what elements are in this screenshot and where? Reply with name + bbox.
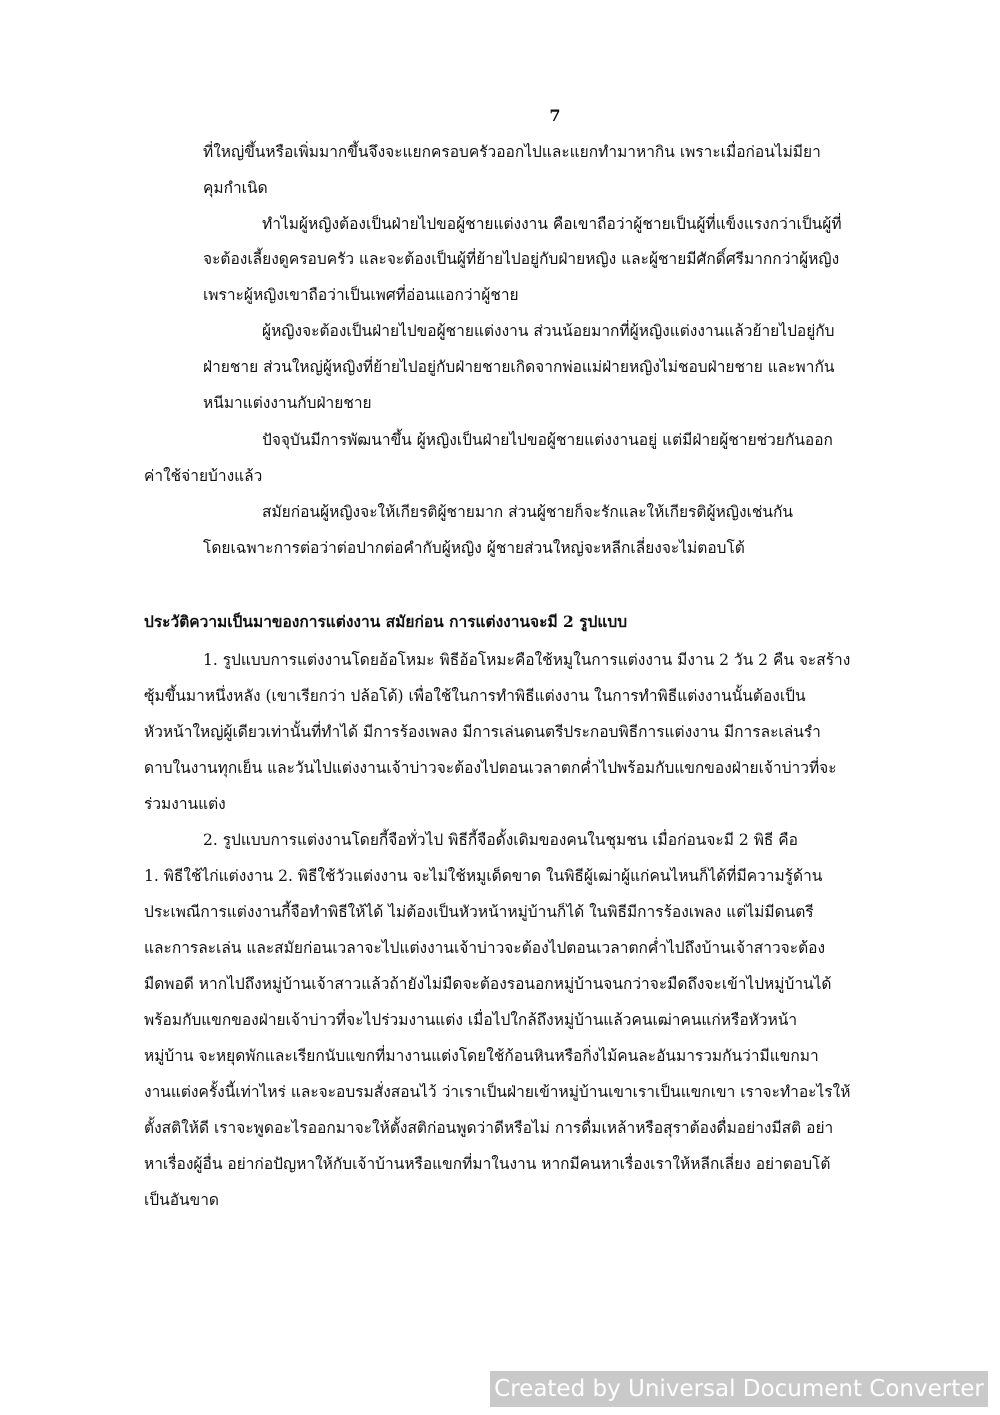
text-line: จะต้องเลี้ยงดูครอบครัว และจะต้องเป็นผู้ที่ย้ายไปอยู่กับฝ่ายหญิง และผู้ชายมีศักดิ์ศรีมากกว่าผู้หญิง — [203, 250, 840, 268]
text-line: และการละเล่น และสมัยก่อนเวลาจะไปแต่งงานเจ้าบ่าวจะต้องไปตอนเวลาตกค่ำไปถึงบ้านเจ้าสาวจะต้อง — [144, 939, 826, 957]
page-number: 7 — [549, 106, 561, 125]
text-line: ที่ใหญ่ขึ้นหรือเพิ่มมากขึ้นจึงจะแยกครอบครัวออกไปและแยกทำมาหากิน เพราะเมื่อก่อนไม่มียา — [203, 143, 821, 161]
text-line: เพราะผู้หญิงเขาถือว่าเป็นเพศที่อ่อนแอกว่าผู้ชาย — [203, 286, 519, 304]
text-line: งานแต่งครั้งนี้เท่าไหร่ และจะอบรมสั่งสอนไว้ ว่าเราเป็นฝ่ายเข้าหมู่บ้านเขาเราเป็นแขกเขา เราจะทำอะไรให้ — [144, 1083, 851, 1101]
text-line: 2. รูปแบบการแต่งงานโดยกี้จือทั่วไป พิธีกี้จือดั้งเดิมของคนในชุมชน เมื่อก่อนจะมี 2 พิธี คือ — [203, 831, 798, 849]
text-line: ร่วมงานแต่ง — [144, 795, 226, 813]
text-line: ค่าใช้จ่ายบ้างแล้ว — [144, 467, 263, 485]
text-line: หนีมาแต่งงานกับฝ่ายชาย — [203, 394, 372, 412]
text-line: มืดพอดี หากไปถึงหมู่บ้านเจ้าสาวแล้วถ้ายังไม่มืดจะต้องรอนอกหมู่บ้านจนกว่าจะมืดถึงจะเข้าไปหมู่บ้านได้ — [144, 975, 832, 993]
text-line: หาเรื่องผู้อื่น อย่าก่อปัญหาให้กับเจ้าบ้านหรือแขกที่มาในงาน หากมีคนหาเรื่องเราให้หลีกเลี่ยง อย่าตอบโต้ — [144, 1155, 831, 1173]
text-line: คุมกำเนิด — [203, 179, 268, 197]
text-line: ทำไมผู้หญิงต้องเป็นฝ่ายไปขอผู้ชายแต่งงาน คือเขาถือว่าผู้ชายเป็นผู้ที่แข็งแรงกว่าเป็นผู้ที่ — [262, 215, 842, 233]
text-line: สมัยก่อนผู้หญิงจะให้เกียรติผู้ชายมาก ส่วนผู้ชายก็จะรักและให้เกียรติผู้หญิงเช่นกัน — [262, 503, 793, 521]
text-line: ผู้หญิงจะต้องเป็นฝ่ายไปขอผู้ชายแต่งงาน ส่วนน้อยมากที่ผู้หญิงแต่งงานแล้วย้ายไปอยู่กับ — [262, 322, 835, 340]
text-line: ดาบในงานทุกเย็น และวันไปแต่งงานเจ้าบ่าวจะต้องไปตอนเวลาตกค่ำไปพร้อมกับแขกของฝ่ายเจ้าบ่าวที่จะ — [144, 759, 837, 777]
section-heading: ประวัติความเป็นมาของการแต่งงาน สมัยก่อน การแต่งงานจะมี 2 รูปแบบ — [144, 612, 628, 631]
text-line: 1. พิธีใช้ไก่แต่งงาน 2. พิธีใช้วัวแต่งงาน จะไม่ใช้หมูเด็ดขาด ในพิธีผู้เฒ่าผู้แก่คนไหนก็ได้ที่มีความรู้ด้าน — [144, 867, 823, 885]
text-line: ซุ้มขึ้นมาหนึ่งหลัง (เขาเรียกว่า ปล้อโด้) เพื่อใช้ในการทำพิธีแต่งงาน ในการทำพิธีแต่งงานนั้นต้องเป็น — [144, 687, 806, 705]
watermark-banner: Created by Universal Document Converter — [490, 1371, 988, 1407]
text-line: 1. รูปแบบการแต่งงานโดยอ้อโหมะ พิธีอ้อโหมะคือใช้หมูในการแต่งงาน มีงาน 2 วัน 2 คืน จะสร้าง — [203, 651, 851, 669]
text-line: หมู่บ้าน จะหยุดพักและเรียกนับแขกที่มางานแต่งโดยใช้ก้อนหินหรือกิ่งไม้คนละอันมารวมกันว่ามีแขกมา — [144, 1047, 819, 1065]
text-line: เป็นอันขาด — [144, 1191, 220, 1209]
text-line: หัวหน้าใหญ่ผู้เดียวเท่านั้นที่ทำได้ มีการร้องเพลง มีการเล่นดนตรีประกอบพิธีการแต่งงาน มีการละเล่นรำ — [144, 723, 821, 741]
text-line: ตั้งสติให้ดี เราจะพูดอะไรออกมาจะให้ตั้งสติก่อนพูดว่าดีหรือไม่ การดื่มเหล้าหรือสุราต้องดื่มอย่างมีสติ อย่า — [144, 1119, 834, 1137]
text-line: ฝ่ายชาย ส่วนใหญ่ผู้หญิงที่ย้ายไปอยู่กับฝ่ายชายเกิดจากพ่อแม่ฝ่ายหญิงไม่ชอบฝ่ายชาย และพากัน — [203, 358, 835, 376]
text-line: ประเพณีการแต่งงานกี้จือทำพิธีให้ได้ ไม่ต้องเป็นหัวหน้าหมู่บ้านก็ได้ ในพิธีมีการร้องเพลง แต่ไม่มีดนตรี — [144, 903, 814, 921]
text-line: พร้อมกับแขกของฝ่ายเจ้าบ่าวที่จะไปร่วมงานแต่ง เมื่อไปใกล้ถึงหมู่บ้านแล้วคนเฒ่าคนแก่หรือหัวหน้า — [144, 1011, 798, 1029]
text-line: ปัจจุบันมีการพัฒนาขึ้น ผู้หญิงเป็นฝ่ายไปขอผู้ชายแต่งงานอยู่ แต่มีฝ่ายผู้ชายช่วยกันออก — [262, 431, 833, 449]
text-line: โดยเฉพาะการต่อว่าต่อปากต่อคำกับผู้หญิง ผู้ชายส่วนใหญ่จะหลีกเลี่ยงจะไม่ตอบโต้ — [203, 539, 745, 557]
